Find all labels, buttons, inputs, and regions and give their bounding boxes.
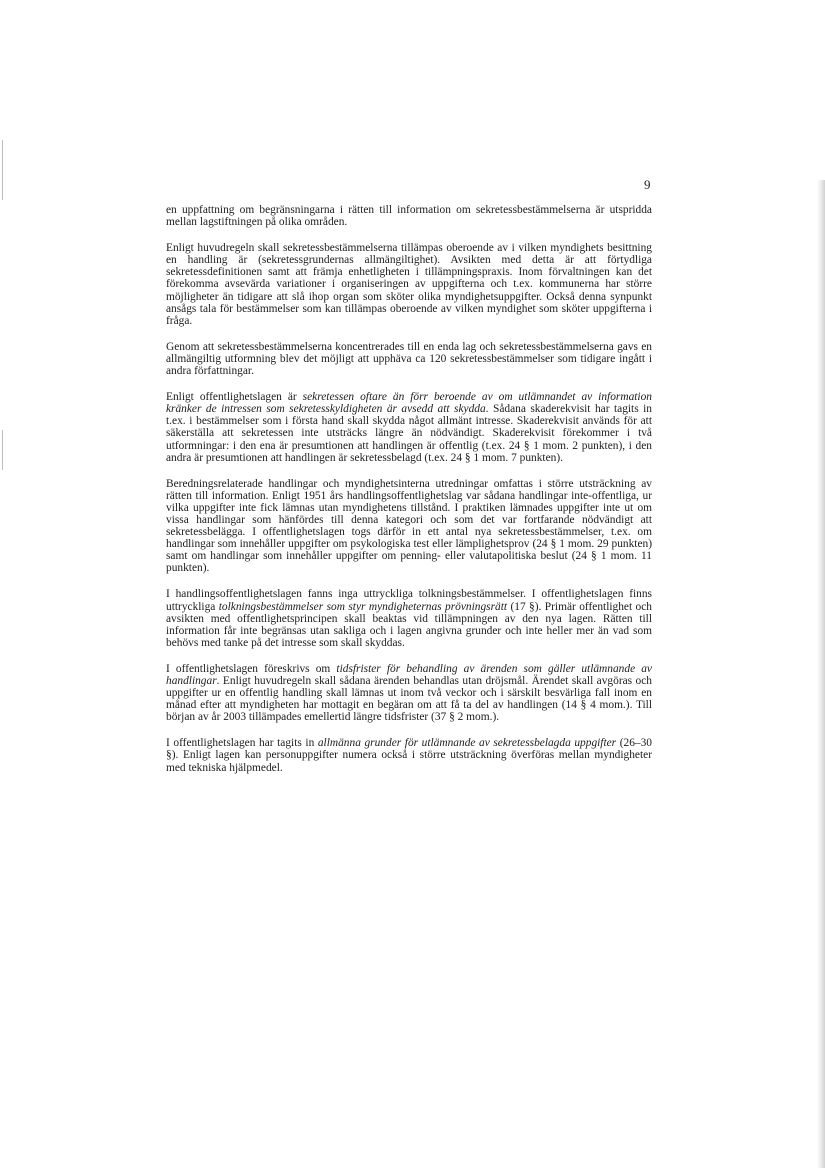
scan-shadow-edge bbox=[817, 180, 825, 1168]
scan-speck bbox=[2, 430, 3, 470]
page-number: 9 bbox=[644, 177, 651, 192]
paragraph-6-emphasis: tolkningsbestämmelser som styr myndigheternas prövningsrätt bbox=[218, 600, 508, 613]
paragraph-8-after: (26–30 §). Enligt lagen kan personuppgifter numera också i större utsträckning överföras mellan myndigheter med tekniska hjälpmedel. bbox=[166, 737, 652, 774]
paragraph-8-before: I offentlighetslagen har tagits in bbox=[166, 737, 318, 750]
paragraph-4-after: . Sådana skaderekvisit har tagits in t.ex. i bestämmelser som i första hand skall skydda något allmänt intresse. Skaderekvisit används för att säkerställa att sekretessen inte utsträcks längre än nödvändigt. Skaderekvisit förekommer i två utformningar: i den ena är presumtionen att handlingen är offentlig (t.ex. 24 § 1 mom. 2 punkten), i den andra är presumtionen att handlingen är sekretessbelagd (t.ex. 24 § 1 mom. 7 punkten). bbox=[166, 403, 652, 464]
document-body bbox=[166, 204, 652, 788]
paragraph-4 bbox=[166, 391, 652, 464]
paragraph-3: Genom att sekretessbestämmelserna koncentrerades till en enda lag och sekretessbestämmelserna gavs en allmängiltig utformning blev det möjligt att upphäva ca 120 sekretessbestämmelser som tidigare ingått i andra författningar. bbox=[166, 340, 652, 378]
paragraph-5: Beredningsrelaterade handlingar och myndighetsinterna utredningar omfattas i större utsträckning av rätten till information. Enligt 1951 års handlingsoffentlighetslag var sådana handlingar inte-offentliga, ur vilka uppgifter inte fick lämnas utan myndighetens tillstånd. I praktiken lämnades uppgifter inte ut om vissa handlingar som hänfördes till denna kategori och som det var fortfarande nödvändigt att sekretessbelägga. I offentlighetslagen togs därför in ett antal nya sekretessbestämmelser, t.ex. om handlingar som innehåller uppgifter om psykologiska test eller lämplighetsprov (24 § 1 mom. 29 punkten) samt om handlingar som innehåller uppgifter om penning- eller valutapolitiska beslut (24 § 1 mom. 11 punkten). bbox=[166, 477, 652, 575]
paragraph-8-emphasis: allmänna grunder för utlämnande av sekretessbelagda uppgifter bbox=[317, 737, 617, 750]
paragraph-7-after: . Enligt huvudregeln skall sådana ärenden behandlas utan dröjsmål. Ärendet skall avgöras och uppgifter ur en offentlig handling skall lämnas ut inom två veckor och i särskilt besvärliga fall inom en månad efter att myndigheten har mottagit en begäran om att få ta del av handlingen (14 § 4 mom.). Till början av år 2003 tillämpades emellertid längre tidsfrister (37 § 2 mom.). bbox=[166, 675, 652, 724]
paragraph-8 bbox=[166, 737, 652, 773]
paragraph-2: Enligt huvudregeln skall sekretessbestämmelserna tillämpas oberoende av i vilken myndighets besittning en handling är (sekretessgrundernas allmängiltighet). Avsikten med detta är att förtydliga sekretessdefinitionen samt att främja enhetligheten i tillämpningspraxis. Inom förvaltningen kan det förekomma avsevärda variationer i organiseringen av uppgifterna och t.ex. kommunerna har större möjligheter än tidigare att slå ihop organ som sköter olika myndighetsuppgifter. Också denna synpunkt ansågs tala för bestämmelser som kan tillämpas oberoende av vilken myndighet som sköter uppgifterna i fråga. bbox=[166, 242, 652, 327]
paragraph-4-before: Enligt offentlighetslagen är bbox=[166, 391, 303, 404]
paragraph-7 bbox=[166, 663, 652, 723]
paragraph-6 bbox=[166, 588, 652, 648]
paragraph-4-emphasis: sekretessen oftare än förr beroende av om utlämnandet av information kränker de intressen som sekretesskyldigheten är avsedd att skydda bbox=[166, 391, 652, 416]
paragraph-7-before: I offentlighetslagen föreskrivs om bbox=[166, 662, 337, 675]
paragraph-6-before: I handlingsoffentlighetslagen fanns inga uttryckliga tolkningsbestämmelser. I offentlighetslagen finns uttryckliga bbox=[166, 588, 652, 613]
scan-speck bbox=[2, 140, 3, 200]
paragraph-1: en uppfattning om begränsningarna i rätten till information om sekretessbestämmelserna är utspridda mellan lagstiftningen på olika områden. bbox=[166, 204, 652, 229]
paragraph-6-after: (17 §). Primär offentlighet och avsikten med offentlighetsprincipen skall beaktas vid tillämpningen av den nya lagen. Rätten till information får inte begränsas utan sakliga och i lagen angivna grunder och inte heller mer än vad som behövs med tanke på det intresse som skall skyddas. bbox=[166, 600, 653, 649]
paragraph-7-emphasis: tidsfrister för behandling av ärenden som gäller utlämnande av handlingar bbox=[166, 662, 652, 687]
